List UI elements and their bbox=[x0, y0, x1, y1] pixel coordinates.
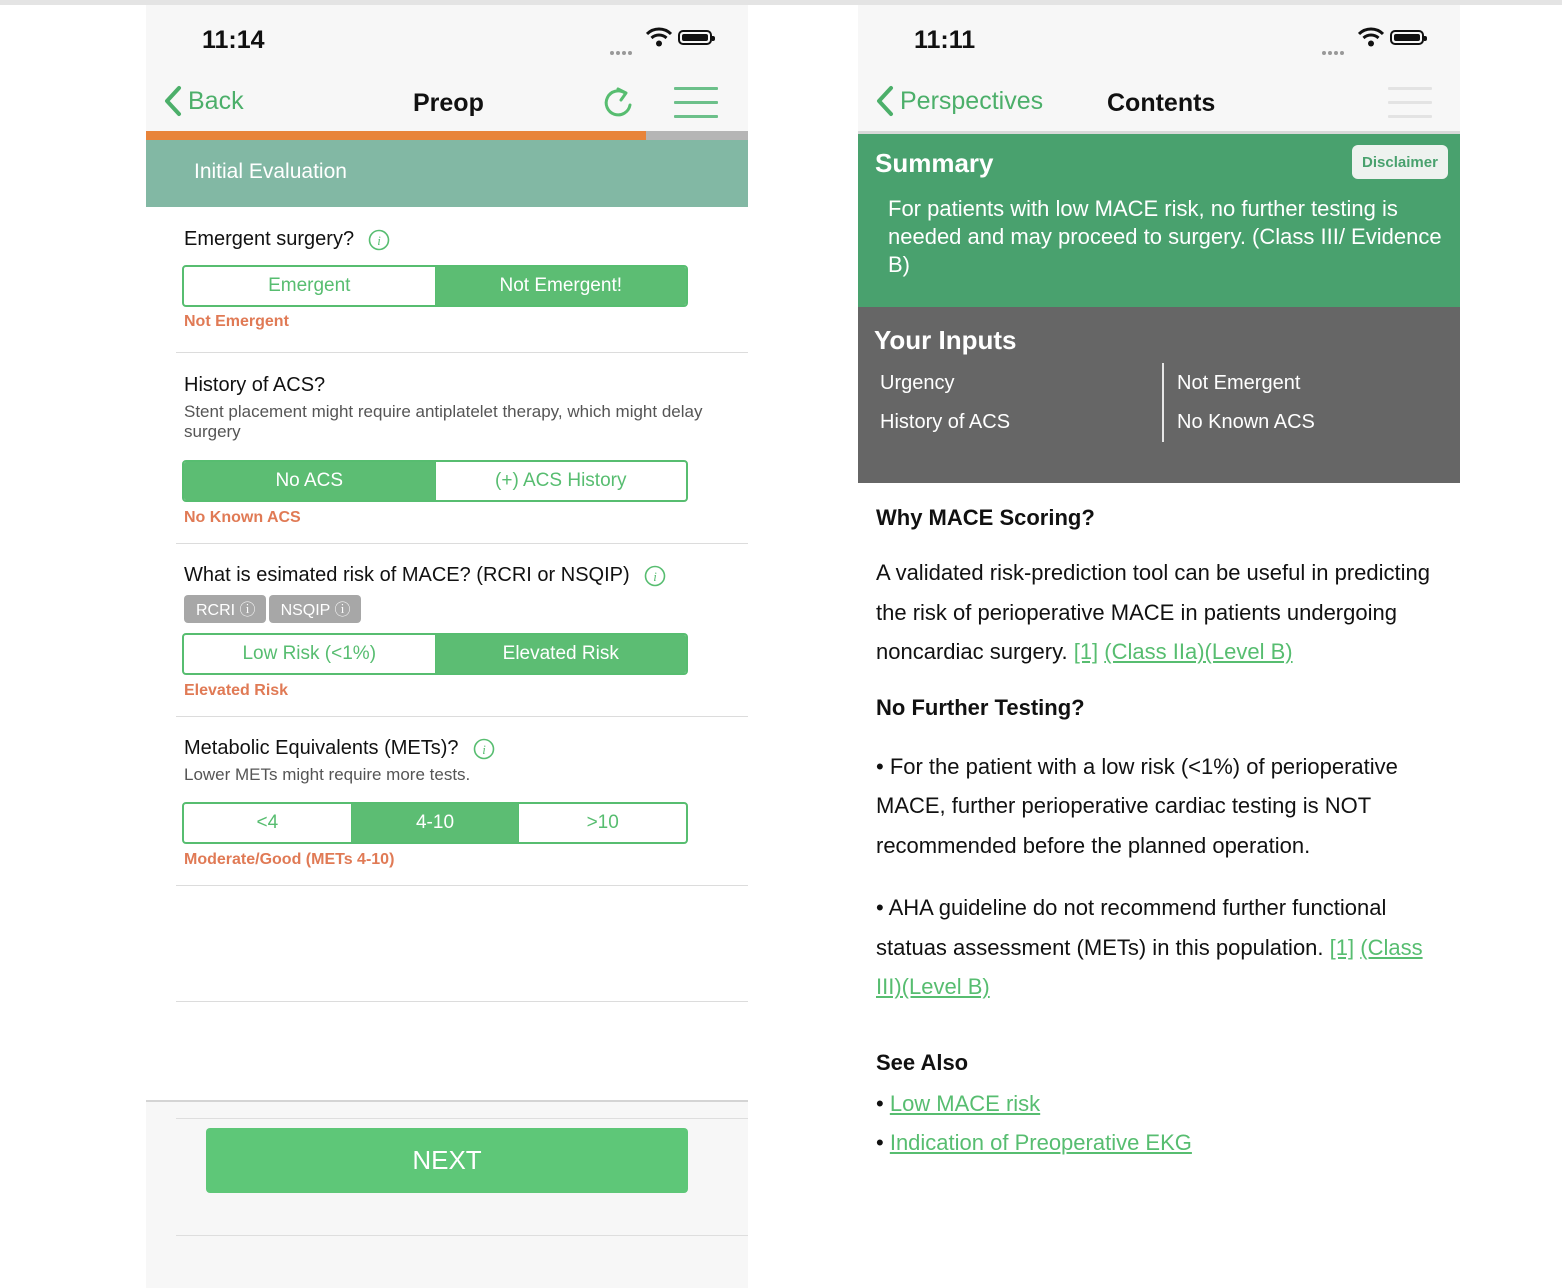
option-not-emergent[interactable]: Not Emergent! bbox=[435, 267, 687, 305]
status-time: 11:11 bbox=[914, 26, 976, 54]
divider bbox=[176, 1001, 748, 1002]
wifi-icon bbox=[1358, 27, 1384, 47]
chevron-left-icon bbox=[876, 85, 894, 117]
question-title bbox=[184, 564, 666, 587]
back-button[interactable] bbox=[876, 85, 1043, 117]
question-title bbox=[184, 228, 390, 251]
summary-text: For patients with low MACE risk, no further testing is needed and may proceed to surgery. (Class III/ Evidence B) bbox=[888, 196, 1442, 277]
option-mets-high[interactable]: >10 bbox=[518, 804, 686, 842]
signal-icon bbox=[610, 42, 634, 60]
question-title bbox=[184, 737, 495, 760]
question-title bbox=[184, 374, 325, 397]
answer-text: Moderate/Good (METs 4-10) bbox=[184, 851, 395, 868]
question-title-text: History of ACS? bbox=[184, 374, 326, 396]
inputs-title: Your Inputs bbox=[874, 325, 1017, 355]
article-content bbox=[876, 505, 1448, 1163]
option-emergent[interactable]: Emergent bbox=[268, 275, 351, 296]
class-link[interactable]: (Class III)(Level B) bbox=[876, 934, 1423, 999]
see-also-item bbox=[876, 1123, 1448, 1163]
chevron-left-icon bbox=[164, 85, 182, 117]
bullet-mark: • bbox=[876, 895, 889, 920]
reference-link[interactable]: [1] bbox=[1073, 639, 1099, 664]
rcri-pill[interactable]: RCRI ⓘ bbox=[184, 595, 266, 623]
option-mets-low[interactable]: <4 bbox=[256, 812, 279, 833]
further-heading: No Further Testing? bbox=[876, 694, 1085, 720]
svg-text:i: i bbox=[377, 232, 381, 248]
section-header bbox=[146, 140, 748, 207]
reference-link[interactable]: [1] bbox=[1329, 934, 1355, 960]
nav-bar bbox=[858, 73, 1460, 131]
emergent-segmented-control bbox=[182, 265, 688, 307]
why-text: A validated risk-prediction tool can be useful in predicting the risk of perioperative MACE in patients undergoing noncardiac surgery. bbox=[876, 560, 1430, 664]
status-bar bbox=[858, 5, 1460, 73]
see-also-item bbox=[876, 1084, 1448, 1124]
section-title: Initial Evaluation bbox=[194, 160, 347, 183]
disclaimer-button[interactable]: Disclaimer bbox=[1352, 145, 1448, 179]
answer-text: No Known ACS bbox=[184, 509, 301, 526]
divider bbox=[176, 352, 748, 353]
battery-icon bbox=[1390, 30, 1424, 45]
why-heading: Why MACE Scoring? bbox=[876, 505, 1095, 530]
hamburger-menu-icon[interactable] bbox=[674, 87, 718, 129]
option-mets-mid[interactable]: 4-10 bbox=[351, 804, 519, 842]
info-icon[interactable] bbox=[473, 738, 495, 760]
hamburger-menu-icon[interactable] bbox=[1388, 87, 1432, 129]
question-title-text: Emergent surgery? bbox=[184, 228, 355, 250]
contents-screen bbox=[858, 5, 1460, 1288]
input-label: Urgency bbox=[880, 372, 955, 394]
mets-segmented-control bbox=[182, 802, 688, 844]
next-button[interactable]: NEXT bbox=[206, 1128, 688, 1193]
divider bbox=[176, 885, 748, 886]
option-no-acs[interactable]: No ACS bbox=[184, 462, 435, 500]
question-title-text: What is esimated risk of MACE? (RCRI or NSQIP) bbox=[184, 564, 630, 586]
divider bbox=[176, 1118, 748, 1119]
question-subtitle: Stent placement might require antiplatelet therapy, which might delay surgery bbox=[184, 402, 703, 441]
nav-bar bbox=[146, 73, 748, 131]
answer-text: Elevated Risk bbox=[184, 682, 289, 699]
option-low-risk[interactable]: Low Risk (<1%) bbox=[242, 643, 377, 664]
divider bbox=[176, 716, 748, 717]
option-elevated-risk[interactable]: Elevated Risk bbox=[435, 635, 687, 673]
column-separator bbox=[1162, 363, 1164, 442]
status-bar bbox=[146, 5, 748, 73]
why-paragraph bbox=[876, 553, 1448, 672]
further-bullet-1: • For the patient with a low risk (<1%) of perioperative MACE, further perioperative cardiac testing is NOT recommended before the planned operation. bbox=[876, 753, 1398, 858]
further-bullet-2-text: AHA guideline do not recommend further functional statuas assessment (METs) in this population. bbox=[876, 895, 1387, 960]
back-label: Back bbox=[188, 86, 244, 115]
battery-icon bbox=[678, 30, 712, 45]
summary-title: Summary bbox=[875, 148, 994, 178]
wifi-icon bbox=[646, 27, 672, 47]
svg-text:i: i bbox=[481, 741, 486, 757]
nsqip-pill[interactable]: NSQIP ⓘ bbox=[269, 595, 361, 623]
acs-segmented-control bbox=[182, 460, 688, 502]
status-time: 11:14 bbox=[202, 26, 265, 54]
info-icon[interactable] bbox=[368, 229, 390, 251]
input-value: No Known ACS bbox=[1177, 411, 1315, 433]
see-also-link-ekg[interactable]: Indication of Preoperative EKG bbox=[889, 1130, 1192, 1155]
mace-risk-segmented-control bbox=[182, 633, 688, 675]
input-value: Not Emergent bbox=[1177, 372, 1301, 394]
preop-screen bbox=[146, 5, 748, 1288]
page-title: Contents bbox=[1107, 89, 1216, 117]
option-acs-history[interactable]: (+) ACS History bbox=[435, 462, 687, 500]
divider bbox=[176, 1235, 748, 1236]
progress-bar bbox=[146, 131, 748, 140]
back-button[interactable] bbox=[164, 85, 244, 117]
see-also-link-low-mace[interactable]: Low MACE risk bbox=[889, 1090, 1041, 1116]
back-label: Perspectives bbox=[900, 86, 1044, 115]
info-icon[interactable] bbox=[644, 565, 666, 587]
see-also-heading: See Also bbox=[876, 1049, 969, 1075]
refresh-icon[interactable] bbox=[601, 85, 637, 121]
footer bbox=[146, 1100, 748, 1288]
signal-icon bbox=[1322, 42, 1346, 60]
score-tools bbox=[184, 595, 364, 623]
input-label: History of ACS bbox=[880, 411, 1011, 433]
progress-fill bbox=[146, 131, 646, 140]
summary-panel bbox=[858, 134, 1460, 307]
class-link[interactable]: (Class IIa)(Level B) bbox=[1104, 639, 1293, 664]
page-title: Preop bbox=[413, 89, 484, 117]
inputs-panel bbox=[858, 307, 1460, 483]
further-bullet-2 bbox=[876, 888, 1448, 1007]
bullet-mark: • bbox=[876, 1130, 890, 1155]
divider bbox=[176, 543, 748, 544]
question-subtitle: Lower METs might require more tests. bbox=[184, 765, 471, 784]
answer-text: Not Emergent bbox=[184, 313, 289, 330]
svg-text:i: i bbox=[652, 568, 657, 584]
bullet-mark: • bbox=[876, 1090, 890, 1116]
question-title-text: Metabolic Equivalents (METs)? bbox=[184, 737, 459, 759]
